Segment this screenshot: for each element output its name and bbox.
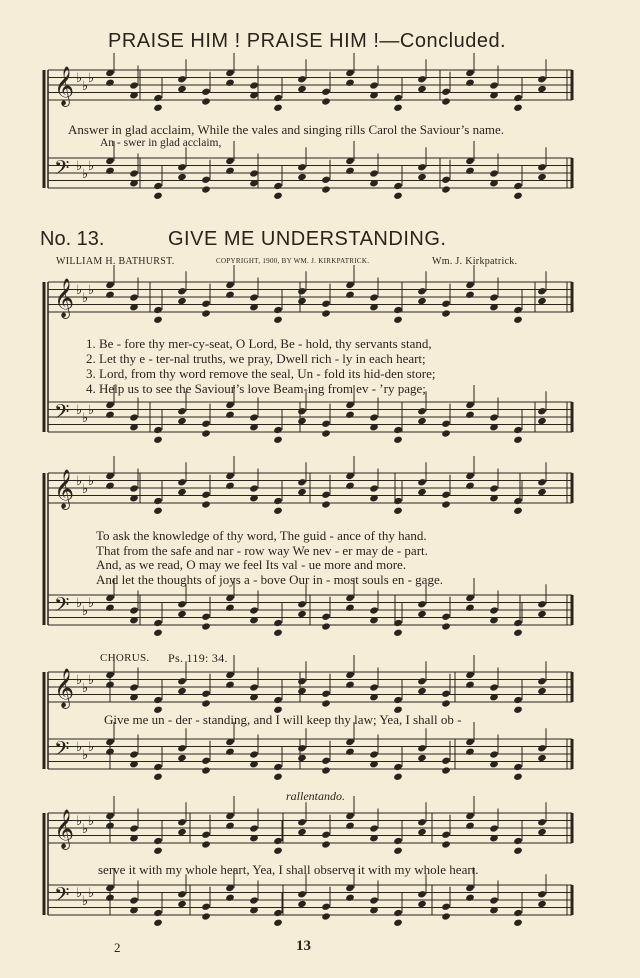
verse-line: And let the thoughts of joys a - bove Our in - most souls en - gage. — [96, 571, 443, 587]
verse-line: 2. Let thy e - ter-nal truths, we pray, Dwell rich - ly in each heart; — [86, 351, 426, 366]
verse-line: 4. Help us to see the Saviour’s love Beam-ing from ev - ’ry page; — [86, 381, 426, 396]
svg-text:𝄞: 𝄞 — [54, 809, 75, 849]
svg-text:♭: ♭ — [76, 885, 83, 900]
svg-text:♭: ♭ — [76, 813, 83, 828]
svg-text:♭: ♭ — [76, 739, 83, 754]
chorus-label: CHORUS. — [100, 652, 150, 664]
svg-text:♭: ♭ — [88, 473, 95, 488]
verses-block-a — [86, 336, 435, 396]
svg-text:𝄢: 𝄢 — [54, 400, 70, 428]
hymn-title: GIVE ME UNDERSTANDING. — [168, 228, 447, 250]
svg-text:♭: ♭ — [76, 595, 83, 610]
svg-text:♭: ♭ — [88, 739, 95, 754]
svg-text:𝄢: 𝄢 — [54, 883, 70, 911]
svg-text:𝄞: 𝄞 — [54, 469, 75, 509]
svg-text:♭: ♭ — [82, 481, 89, 496]
lyric-line: Answer in glad acclaim, While the vales and singing rills Carol the Saviour’s name. — [68, 122, 505, 137]
svg-text:𝄢: 𝄢 — [54, 156, 70, 184]
svg-text:♭: ♭ — [88, 158, 95, 173]
chorus-reference: Ps. 119: 34. — [168, 651, 228, 665]
svg-text:♭: ♭ — [76, 282, 83, 297]
svg-text:♭: ♭ — [76, 158, 83, 173]
svg-text:𝄢: 𝄢 — [54, 737, 70, 765]
verse-line: To ask the knowledge of thy word, The guid - ance of thy hand. — [96, 528, 427, 543]
svg-text:♭: ♭ — [82, 410, 89, 425]
verse-line: 1. Be - fore thy mer-cy-seat, O Lord, Be - hold, thy servants stand, — [86, 336, 432, 351]
svg-text:♭: ♭ — [82, 893, 89, 908]
svg-text:♭: ♭ — [76, 70, 83, 85]
svg-text:♭: ♭ — [76, 672, 83, 687]
lyric-line-bass: An - swer in glad acclaim, — [100, 137, 222, 149]
svg-text:♭: ♭ — [82, 78, 89, 93]
svg-text:♭: ♭ — [88, 402, 95, 417]
svg-text:♭: ♭ — [88, 282, 95, 297]
svg-text:𝄞: 𝄞 — [54, 66, 75, 106]
svg-text:♭: ♭ — [88, 672, 95, 687]
svg-text:♭: ♭ — [88, 813, 95, 828]
hymn-author: WILLIAM H. BATHURST. — [56, 256, 175, 267]
verse-line: 3. Lord, from thy word remove the seal, Un - fold its hid-den store; — [86, 366, 436, 381]
svg-text:𝄢: 𝄢 — [54, 593, 70, 621]
svg-text:♭: ♭ — [82, 821, 89, 836]
verse-line: And, as we read, O may we feel Its val - ue more and more. — [96, 557, 407, 572]
chorus-lyric-1: Give me un - der - standing, and I will keep thy law; Yea, I shall ob - — [104, 712, 462, 727]
svg-text:♭: ♭ — [82, 680, 89, 695]
svg-text:♭: ♭ — [82, 290, 89, 305]
tempo-marking: rallentando. — [286, 789, 345, 803]
chorus-lyric-2: serve it with my whole heart, Yea, I shall observe it with my whole heart. — [98, 862, 479, 877]
svg-text:♭: ♭ — [88, 595, 95, 610]
verses-block-b — [96, 529, 443, 587]
svg-text:♭: ♭ — [76, 402, 83, 417]
verse-line: That from the safe and nar - row way We nev - er may de - part. — [96, 542, 428, 558]
svg-text:𝄞: 𝄞 — [54, 278, 75, 318]
svg-text:♭: ♭ — [88, 885, 95, 900]
signature-mark: 2 — [114, 940, 121, 955]
hymn-number: No. 13. — [40, 228, 105, 250]
svg-text:♭: ♭ — [76, 473, 83, 488]
hymn-copyright: COPYRIGHT, 1900, BY WM. J. KIRKPATRICK. — [216, 257, 370, 265]
svg-text:𝄞: 𝄞 — [54, 668, 75, 708]
hymn-composer: Wm. J. Kirkpatrick. — [432, 256, 518, 267]
svg-text:♭: ♭ — [82, 603, 89, 618]
svg-text:♭: ♭ — [88, 70, 95, 85]
page-number: 13 — [296, 938, 311, 954]
page-title: PRAISE HIM ! PRAISE HIM !—Concluded. — [108, 30, 507, 52]
svg-text:♭: ♭ — [82, 166, 89, 181]
svg-text:♭: ♭ — [82, 747, 89, 762]
